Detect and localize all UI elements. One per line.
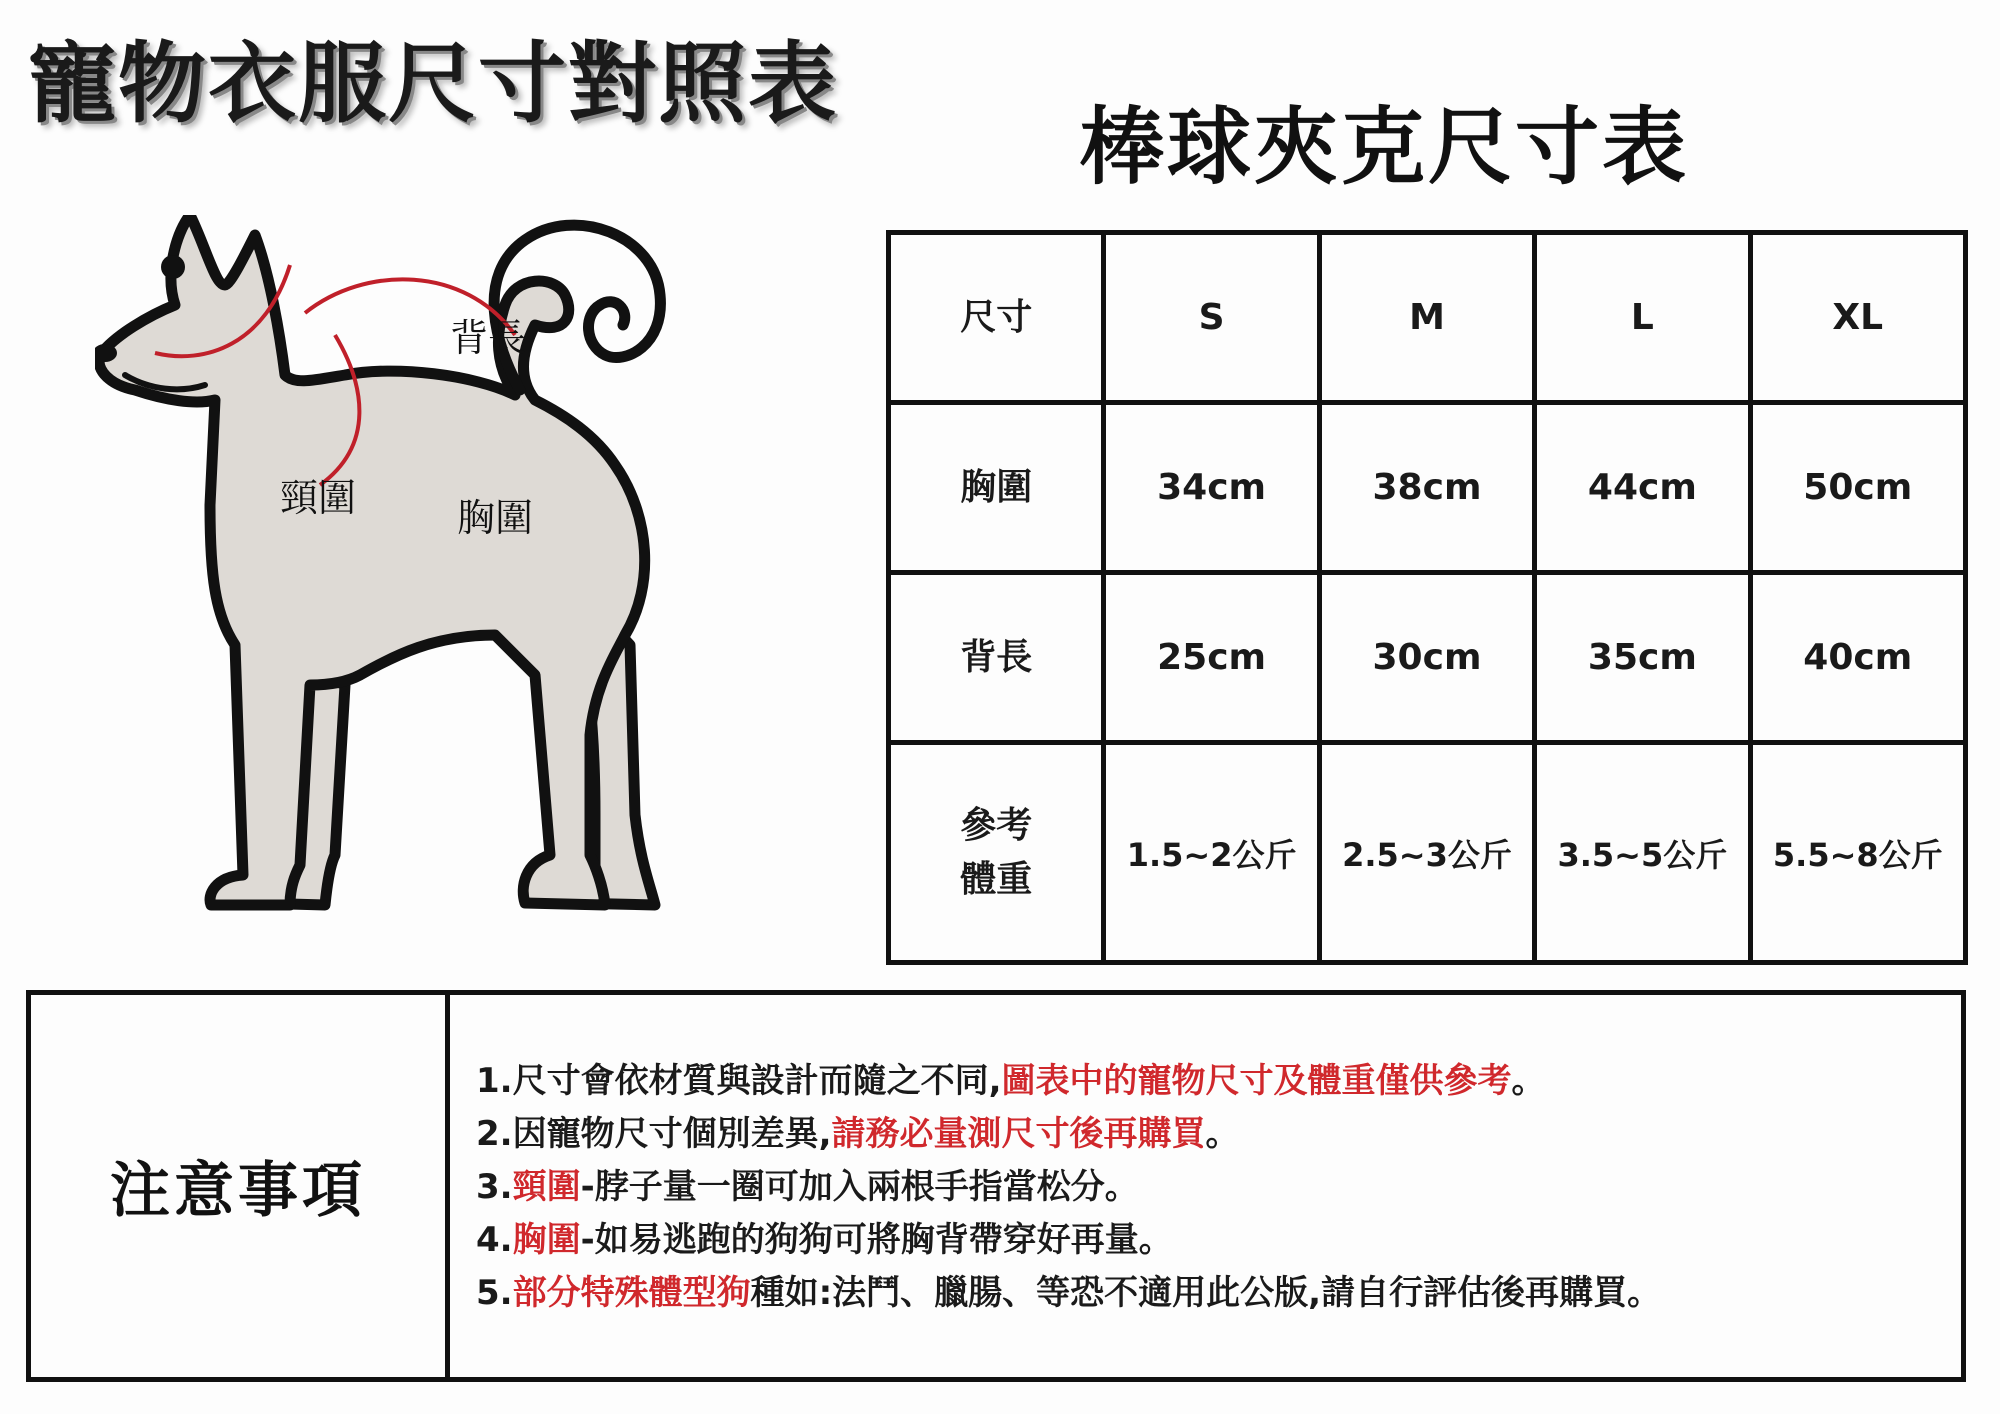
header-size-m: M	[1319, 233, 1534, 403]
page-title: 寵物衣服尺寸對照表	[28, 32, 839, 135]
note-item-2	[476, 1108, 1961, 1161]
table-cell: 50cm	[1750, 403, 1965, 573]
note-item-3	[476, 1161, 1961, 1214]
note-number: 1.	[476, 1061, 513, 1101]
dog-measurement-illustration	[95, 215, 775, 935]
note-highlight: 胸圍	[512, 1220, 581, 1260]
row-label-weight-line1: 參考	[960, 804, 1033, 846]
note-highlight: 圖表中的寵物尺寸及體重僅供參考	[1001, 1061, 1512, 1101]
row-label-weight	[889, 743, 1104, 963]
note-text: 種如:法鬥、臘腸、等恐不適用此公版,請自行評估後再購買。	[750, 1273, 1662, 1313]
note-number: 2.	[476, 1114, 513, 1154]
notes-box	[26, 990, 1966, 1382]
header-size-label: 尺寸	[889, 233, 1104, 403]
row-label-back-length: 背長	[889, 573, 1104, 743]
table-row-chest	[889, 403, 1966, 573]
row-label-weight-line2: 體重	[960, 858, 1033, 900]
table-cell: 5.5~8公斤	[1750, 743, 1965, 963]
table-row-weight	[889, 743, 1966, 963]
table-cell: 44cm	[1535, 403, 1750, 573]
table-cell: 34cm	[1104, 403, 1319, 573]
note-number: 3.	[476, 1167, 513, 1207]
header-size-l: L	[1535, 233, 1750, 403]
note-highlight: 頸圍	[512, 1167, 581, 1207]
note-text: -如易逃跑的狗狗可將胸背帶穿好再量。	[580, 1220, 1173, 1260]
row-label-chest: 胸圍	[889, 403, 1104, 573]
note-text: 因寵物尺寸個別差異,	[512, 1114, 832, 1154]
table-header-row	[889, 233, 1966, 403]
size-table-title: 棒球夾克尺寸表	[1080, 98, 1690, 196]
note-number: 5.	[476, 1273, 513, 1313]
table-cell: 2.5~3公斤	[1319, 743, 1534, 963]
note-item-5	[476, 1267, 1961, 1320]
notes-label: 注意事項	[110, 1156, 366, 1226]
table-cell: 40cm	[1750, 573, 1965, 743]
table-cell: 35cm	[1535, 573, 1750, 743]
back-length-label: 背長	[450, 316, 527, 360]
table-cell: 3.5~5公斤	[1535, 743, 1750, 963]
note-item-1	[476, 1055, 1961, 1108]
note-item-4	[476, 1214, 1961, 1267]
table-cell: 1.5~2公斤	[1104, 743, 1319, 963]
table-cell: 25cm	[1104, 573, 1319, 743]
notes-list	[450, 995, 1961, 1377]
note-text: -脖子量一圈可加入兩根手指當松分。	[580, 1167, 1139, 1207]
table-row-back-length	[889, 573, 1966, 743]
notes-label-cell	[31, 995, 450, 1377]
note-highlight: 請務必量測尺寸後再購買	[831, 1114, 1206, 1154]
note-text-end: 。	[1511, 1061, 1546, 1101]
table-cell: 38cm	[1319, 403, 1534, 573]
chest-label: 胸圍	[457, 496, 534, 540]
note-text: 尺寸會依材質與設計而隨之不同,	[512, 1061, 1002, 1101]
dog-illustration	[95, 215, 775, 935]
table-cell: 30cm	[1319, 573, 1534, 743]
note-highlight: 部分特殊體型狗	[512, 1273, 751, 1313]
header-size-s: S	[1104, 233, 1319, 403]
note-text-end: 。	[1205, 1114, 1240, 1154]
header-size-xl: XL	[1750, 233, 1965, 403]
size-table	[886, 230, 1968, 965]
note-number: 4.	[476, 1220, 513, 1260]
neck-label: 頸圍	[280, 476, 357, 520]
